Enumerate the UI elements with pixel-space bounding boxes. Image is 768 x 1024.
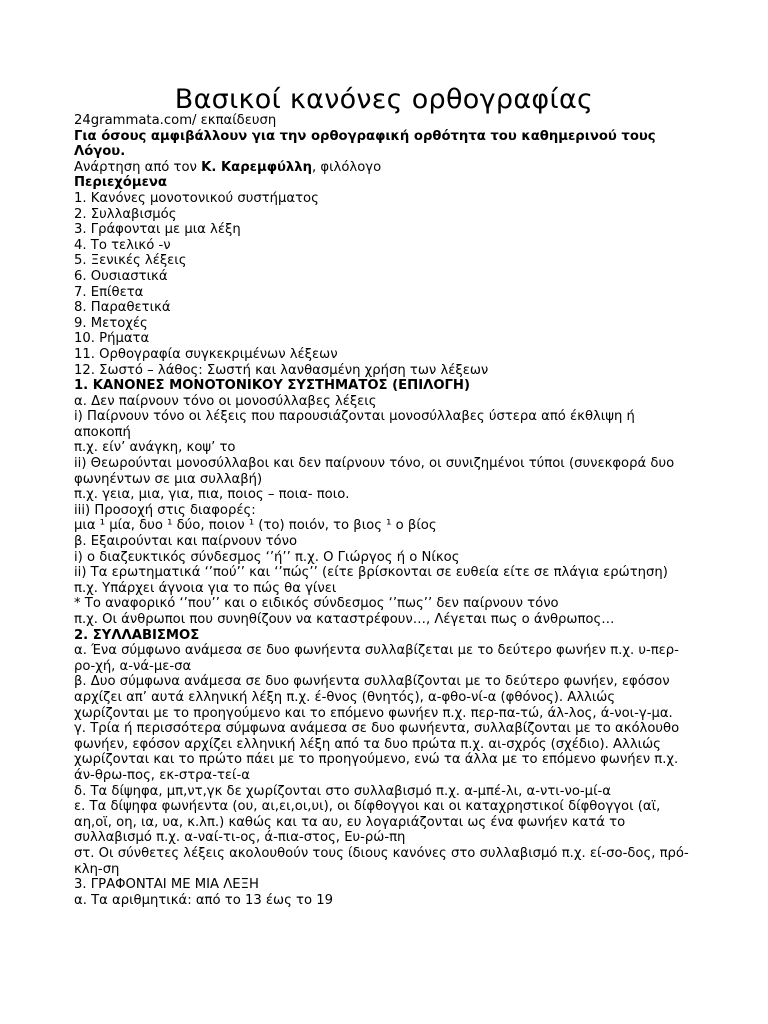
contents-item: 9. Μετοχές [74, 315, 148, 331]
lead-paragraph: Για όσους αμφιβάλλουν για την ορθογραφική ορθότητα του καθημερινού τους Λόγου. [74, 128, 656, 160]
section-1-paragraph: ii) Τα ερωτηματικά ‘’πού’’ και ‘’πώς’’ (είτε βρίσκονται σε ευθεία είτε σε πλάγια ερώτηση) π.χ. Υπάρχει άγνοια για το πώς θα γίνει [74, 565, 668, 596]
section-2-paragraph: α. Ένα σύμφωνο ανάμεσα σε δυο φωνήεντα συλλαβίζεται με το δεύτερο φωνήεν π.χ. υ-περ-ρο-χή, α-νά-με-σα [74, 643, 679, 674]
section-2-paragraph: β. Δυο σύμφωνα ανάμεσα σε δυο φωνήεντα συλλαβίζονται με το δεύτερο φωνήεν, εφόσον αρχίζει απ’ αυτά ελληνική λέξη π.χ. έ-θνος (θνητός), α-φθο-νί-α (φθόνος). Αλλιώς χωρίζονται με το προηγούμενο και το επόμενο φωνήεν π.χ. περ-πα-τώ, άλ-λος, ά-νοι-γ-μα. [74, 674, 673, 721]
section-2-paragraph: γ. Τρία ή περισσότερα σύμφωνα ανάμεσα σε δυο φωνήεντα, συλλαβίζονται με το ακόλουθο φωνήεν, εφόσον αρχίζει ελληνική λέξη από τα δυο πρώτα π.χ. αι-σχρός (σχέδιο). Αλλιώς χωρίζονται και το πρώτο πάει με το προηγούμενο, ενώ τα άλλα με το επόμενο φωνήεν π.χ. άν-θρω-πος, εκ-στρα-τεί-α [74, 721, 680, 783]
section-1-paragraph: π.χ. Οι άνθρωποι που συνηθίζουν να καταστρέφουν…, Λέγεται πως ο άνθρωπος… [74, 612, 615, 627]
section-1-paragraph: β. Εξαιρούνται και παίρνουν τόνο [74, 534, 298, 550]
author-prefix: Ανάρτηση από τον [74, 159, 202, 175]
section-2-paragraph: ε. Τα δίψηφα φωνήεντα (ου, αι,ει,οι,υι), οι δίφθογγοι και οι καταχρηστικοί δίφθογγοι (αϊ, αη,οϊ, οη, ια, υα, κ.λπ.) καθώς και τα αυ, ευ λογαριάζονται ως ένα φωνήεν κατά το συλλαβισμό π.χ. α-ναί-τι-ος, ά-πια-στος, Ευ-ρώ-πη [74, 799, 661, 846]
section-1-paragraph: i) ο διαζευκτικός σύνδεσμος ‘’ή’’ π.χ. Ο Γιώργος ή ο Νίκος [74, 549, 460, 565]
section-3-heading: 3. ΓΡΑΦΟΝΤΑΙ ΜΕ ΜΙΑ ΛΕΞΗ [74, 877, 259, 893]
document-page [74, 84, 694, 908]
section-2-paragraph: δ. Τα δίψηφα, μπ,ντ,γκ δε χωρίζονται στο συλλαβισμό π.χ. α-μπέ-λι, α-ντι-νο-μί-α [74, 783, 611, 799]
section-3-paragraph: α. Τα αριθμητικά: από το 13 έως το 19 [74, 892, 334, 908]
author-suffix: , φιλόλογο [312, 159, 382, 175]
section-1-paragraph: i) Παίρνουν τόνο οι λέξεις που παρουσιάζονται μονοσύλλαβες ύστερα από έκθλιψη ή αποκοπή [74, 409, 635, 440]
author-name: Κ. Καρεμφύλλη [201, 159, 313, 175]
contents-item: 7. Επίθετα [74, 284, 144, 300]
contents-item: 1. Κανόνες μονοτονικού συστήματος [74, 190, 319, 206]
section-1-paragraph: π.χ. γεια, μια, για, πια, ποιος – ποια- ποιο. [74, 487, 350, 503]
contents-item: 4. Το τελικό -ν [74, 237, 171, 253]
contents-item: 2. Συλλαβισμός [74, 206, 177, 222]
section-1-paragraph: iii) Προσοχή στις διαφορές: [74, 502, 256, 518]
contents-item: 5. Ξενικές λέξεις [74, 253, 187, 269]
section-1-paragraph: π.χ. είν’ ανάγκη, κοψ’ το [74, 440, 236, 456]
contents-item: 6. Ουσιαστικά [74, 268, 168, 284]
contents-item: 3. Γράφονται με μια λέξη [74, 222, 241, 238]
section-2-heading: 2. ΣΥΛΛΑΒΙΣΜΟΣ [74, 627, 200, 643]
section-1-heading: 1. ΚΑΝΟΝΕΣ ΜΟΝΟΤΟΝΙΚΟΥ ΣΥΣΤΗΜΑΤΟΣ (ΕΠΙΛΟΓΗ) [74, 378, 470, 394]
contents-item: 11. Ορθογραφία συγκεκριμένων λέξεων [74, 346, 338, 362]
contents-heading: Περιεχόμενα [74, 175, 167, 191]
section-1-paragraph: ii) Θεωρούνται μονοσύλλαβοι και δεν παίρνουν τόνο, οι συνιζημένοι τύποι (συνεκφορά δυο φωνηέντων σε μια συλλαβή) [74, 456, 675, 487]
section-1-paragraph: * Το αναφορικό ‘’που’’ και ο ειδικός σύνδεσμος ‘’πως’’ δεν παίρνουν τόνο [74, 596, 559, 612]
contents-item: 12. Σωστό – λάθος: Σωστή και λανθασμένη χρήση των λέξεων [74, 362, 489, 378]
contents-item: 10. Ρήματα [74, 331, 150, 347]
section-1-paragraph: μια ¹ μία, δυο ¹ δύο, ποιον ¹ (το) ποιόν, το βιος ¹ ο βίος [74, 518, 437, 534]
author-line [74, 160, 694, 176]
source-line: 24grammata.com/ εκπαίδευση [74, 113, 277, 128]
document-title: Βασικοί κανόνες ορθογραφίας [174, 84, 594, 115]
contents-item: 8. Παραθετικά [74, 300, 171, 316]
section-1-paragraph: α. Δεν παίρνουν τόνο οι μονοσύλλαβες λέξεις [74, 393, 377, 409]
section-2-paragraph: στ. Οι σύνθετες λέξεις ακολουθούν τους ίδιους κανόνες στο συλλαβισμό π.χ. εί-σο-δος, πρό-κλη-ση [74, 845, 689, 877]
